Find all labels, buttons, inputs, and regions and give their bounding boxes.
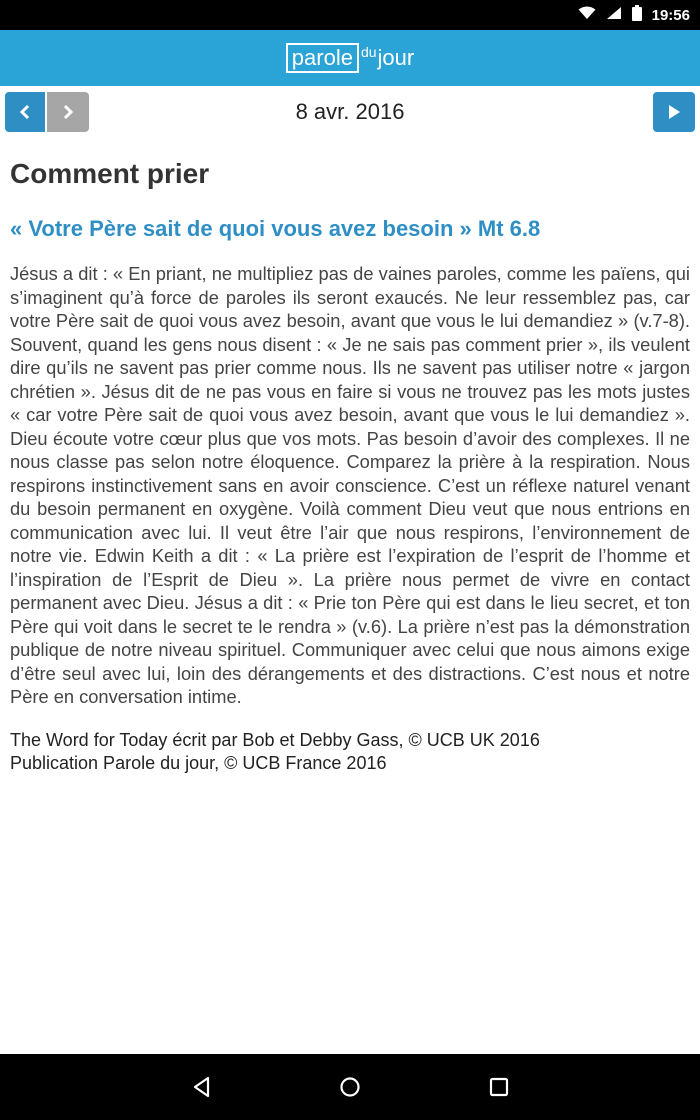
credit-line-2: Publication Parole du jour, © UCB France 2016	[10, 753, 387, 773]
battery-icon	[632, 5, 642, 26]
cellular-signal-icon	[606, 6, 622, 25]
recents-button[interactable]	[479, 1067, 519, 1107]
system-navigation-bar	[0, 1054, 700, 1120]
back-triangle-icon	[191, 1076, 213, 1098]
back-button[interactable]	[182, 1067, 222, 1107]
today-button[interactable]	[653, 92, 695, 132]
status-icons	[578, 0, 690, 30]
status-bar	[0, 0, 700, 30]
home-circle-icon	[339, 1076, 361, 1098]
recents-square-icon	[488, 1076, 510, 1098]
app-header	[0, 30, 700, 86]
current-date: 8 avr. 2016	[295, 99, 405, 124]
logo-word-1: parole	[286, 43, 359, 73]
article	[10, 150, 690, 776]
app-logo	[286, 43, 414, 73]
home-button[interactable]	[330, 1067, 370, 1107]
credit-line-1: The Word for Today écrit par Bob et Debby Gass, © UCB UK 2016	[10, 729, 540, 750]
wifi-icon	[578, 6, 596, 25]
verse-reference: « Votre Père sait de quoi vous avez besoin » Mt 6.8	[10, 216, 541, 241]
logo-word-2: du	[360, 44, 377, 60]
play-arrow-icon	[667, 104, 681, 120]
article-body: Jésus a dit : « En priant, ne multipliez pas de vaines paroles, comme les païens, qui s’imaginent qu’à force de paroles ils seront exaucés. Ne leur ressemblez pas, car votre Père sait de quoi vous avez besoin, avant que vous le lui demandiez » (v.7-8). Souvent, quand les gens nous disent : « Je ne sais pas comment prier », ils veulent dire qu’ils ne savent pas prier comme nous. Ils ne savent pas utiliser notre « jargon chrétien ». Jésus dit de ne pas vous en faire si vous ne trouvez pas les mots justes « car votre Père sait de quoi vous avez besoin, avant que vous le lui demandiez ». Dieu écoute votre cœur plus que vos mots. Pas besoin d’avoir des complexes. Il ne nous classe pas selon notre éloquence. Comparez la prière à la respiration. Nous respirons instinctivement sans en avoir conscience. C’est un réflexe naturel venant du besoin permanent en oxygène. Voilà comment Dieu veut que nous entrions en communication avec lui. Il veut être l’air que nous respirons, l’environnement de notre vie. Edwin Keith a dit : « La prière est l’expiration de l’esprit de l’homme et l’inspiration de l’Esprit de Dieu ». La prière nous permet de vivre en contact permanent avec Dieu. Jésus a dit : « Prie ton Père qui est dans le lieu secret, et ton Père qui voit dans le secret te le rendra » (v.6). La prière n’est pas la démonstration publique de notre niveau spirituel. Communiquer avec celui que nous aimons exige d’être seul avec lui, loin des dérangements et des distractions. C’est nous et notre Père en conversation intime.	[10, 263, 690, 707]
credits	[10, 729, 690, 776]
date-navigation	[0, 86, 700, 140]
article-title: Comment prier	[10, 158, 210, 189]
status-time: 19:56	[651, 6, 690, 24]
logo-word-3: jour	[377, 45, 415, 70]
